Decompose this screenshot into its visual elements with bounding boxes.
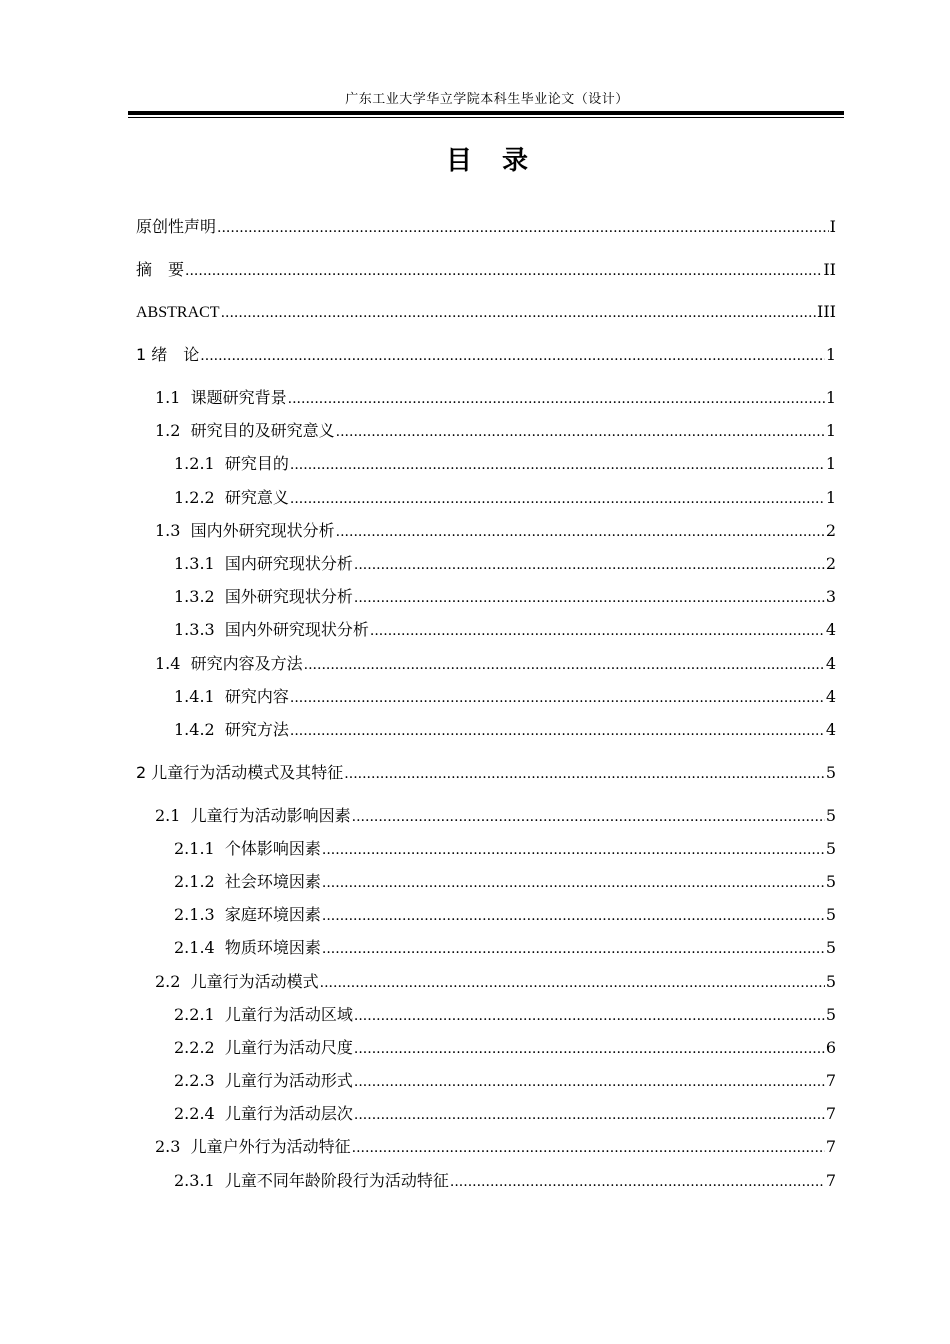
toc-entry-text: 研究意义 [224,488,289,507]
toc-entry-number: 1.4 [155,654,181,673]
toc-entry[interactable] [136,300,836,324]
toc-entry-number: 2.2.2 [174,1038,215,1057]
toc-entry-page: 2 [825,521,836,540]
toc-entry-text: 个体影响因素 [224,839,321,858]
toc-entry[interactable] [174,552,836,576]
toc-leader-dots [450,1170,825,1194]
toc-entry-number: 1.3 [155,521,181,540]
toc-entry-number: 1.1 [155,388,181,407]
toc-entry-page: 4 [825,720,836,739]
toc-entry-text: 儿童行为活动影响因素 [190,806,351,825]
toc-entry-number: 2.1.3 [174,905,215,924]
toc-entry[interactable] [174,685,836,709]
toc-entry-page: I [829,217,836,236]
toc-entry-text: 课题研究背景 [190,388,287,407]
toc-leader-dots [290,686,825,710]
toc-entry[interactable] [155,1135,836,1159]
toc-entry[interactable] [174,837,836,861]
toc-entry-page: III [817,302,836,321]
toc-entry[interactable] [174,903,836,927]
toc-entry-number: 2.3 [155,1137,181,1156]
toc-entry-text: 儿童行为活动尺度 [224,1038,353,1057]
toc-entry-number: 1.3.1 [174,554,215,573]
toc-entry-text: 研究方法 [224,720,289,739]
toc-entry-page: 7 [825,1137,836,1156]
toc-leader-dots [354,1004,825,1028]
toc-leader-dots [354,553,825,577]
toc-leader-dots [354,1070,825,1094]
toc-entry-page: 7 [825,1071,836,1090]
toc-entry-page: 5 [825,763,836,782]
toc-entry-text: 儿童行为活动层次 [224,1104,353,1123]
toc-entry-text: 国内外研究现状分析 [224,620,369,639]
toc-title: 目录 [445,146,558,176]
toc-entry-page: 5 [825,1005,836,1024]
toc-leader-dots [354,1103,825,1127]
toc-entry-text: 国外研究现状分析 [224,587,353,606]
toc-entry-text: 研究内容 [224,687,289,706]
toc-entry-page: 1 [825,388,836,407]
toc-entry[interactable] [174,1102,836,1126]
toc-entry-number: 2.3.1 [174,1171,215,1190]
toc-entry-number: 1.2.1 [174,454,215,473]
toc-leader-dots [304,653,825,677]
toc-entry-text: 摘 要 [136,260,185,279]
toc-entry[interactable] [174,936,836,960]
toc-entry-page: 1 [825,488,836,507]
toc-entry[interactable] [136,258,836,282]
toc-leader-dots [185,259,822,283]
toc-entry[interactable] [136,761,836,785]
toc-entry[interactable] [174,870,836,894]
toc-leader-dots [354,1037,825,1061]
toc-entry-text: 儿童行为活动区域 [224,1005,353,1024]
toc-entry-number: 1.2 [155,421,181,440]
toc-entry-page: 5 [825,806,836,825]
toc-entry[interactable] [174,718,836,742]
toc-leader-dots [354,586,825,610]
toc-entry[interactable] [155,386,836,410]
running-header: 广东工业大学华立学院本科生毕业论文（设计） [345,92,629,107]
toc-entry[interactable] [174,1069,836,1093]
toc-entry-page: 4 [825,620,836,639]
toc-leader-dots [352,805,825,829]
toc-entry-page: 7 [825,1104,836,1123]
toc-entry-text: 物质环境因素 [224,938,321,957]
toc-entry-number: 2.1.2 [174,872,215,891]
toc-entry[interactable] [174,1003,836,1027]
toc-entry-text: 儿童不同年龄阶段行为活动特征 [224,1171,449,1190]
toc-entry-page: 1 [825,454,836,473]
toc-entry-page: II [823,260,836,279]
toc-entry[interactable] [174,486,836,510]
toc-leader-dots [370,619,825,643]
toc-entry-page: 1 [825,421,836,440]
toc-entry-page: 7 [825,1171,836,1190]
toc-entry-number: 2.1.1 [174,839,215,858]
toc-leader-dots [322,904,825,928]
toc-entry-text: 原创性声明 [136,217,217,236]
toc-leader-dots [322,937,825,961]
toc-leader-dots [288,387,825,411]
toc-entry-page: 5 [825,905,836,924]
toc-entry-text: 研究内容及方法 [190,654,303,673]
toc-entry[interactable] [155,970,836,994]
toc-entry-number: 1.4.2 [174,720,215,739]
toc-entry-number: 1.3.3 [174,620,215,639]
toc-entry-text: 儿童行为活动模式 [190,972,319,991]
toc-entry-page: 5 [825,872,836,891]
toc-entry-text: 绪 论 [151,345,200,364]
toc-leader-dots [336,520,825,544]
toc-entry[interactable] [155,652,836,676]
toc-entry[interactable] [136,215,836,239]
toc-leader-dots [290,453,825,477]
toc-entry-number: 2.2 [155,972,181,991]
toc-entry-page: 2 [825,554,836,573]
toc-entry-page: 5 [825,839,836,858]
toc-leader-dots [344,762,825,786]
toc-entry-number: 2.2.4 [174,1104,215,1123]
toc-leader-dots [322,838,825,862]
toc-entry-page: 3 [825,587,836,606]
toc-entry[interactable] [174,452,836,476]
toc-entry-page: 4 [825,687,836,706]
toc-leader-dots [322,871,825,895]
toc-entry-text: 研究目的及研究意义 [190,421,335,440]
toc-entry[interactable] [155,419,836,443]
toc-entry-number: 1.2.2 [174,488,215,507]
toc-entry[interactable] [136,343,836,367]
toc-entry-text: 社会环境因素 [224,872,321,891]
toc-leader-dots [352,1136,825,1160]
toc-entry[interactable] [155,804,836,828]
toc-entry-text: 儿童户外行为活动特征 [190,1137,351,1156]
toc-entry-number: 2 [136,763,147,782]
toc-entry-text: 国内外研究现状分析 [190,521,335,540]
toc-entry-text: 国内研究现状分析 [224,554,353,573]
toc-leader-dots [200,344,825,368]
toc-entry[interactable] [155,519,836,543]
toc-entry-number: 2.1 [155,806,181,825]
toc-leader-dots [221,301,816,325]
toc-leader-dots [336,420,825,444]
toc-entry-text: 家庭环境因素 [224,905,321,924]
toc-leader-dots [290,487,825,511]
toc-entry[interactable] [174,1169,836,1193]
toc-entry-number: 2.1.4 [174,938,215,957]
toc-entry-page: 5 [825,938,836,957]
toc-leader-dots [320,971,825,995]
toc-entry-text: 儿童行为活动模式及其特征 [151,763,344,782]
toc-leader-dots [217,216,829,240]
toc-entry-text: 儿童行为活动形式 [224,1071,353,1090]
toc-entry-number: 1 [136,345,147,364]
toc-entry-page: 5 [825,972,836,991]
toc-entry[interactable] [174,1036,836,1060]
toc-entry-number: 1.4.1 [174,687,215,706]
toc-entry-number: 2.2.1 [174,1005,215,1024]
toc-entry-page: 1 [825,345,836,364]
toc-entry-page: 4 [825,654,836,673]
toc-entry-number: 2.2.3 [174,1071,215,1090]
toc-entry-text: ABSTRACT [136,304,220,321]
toc-entry[interactable] [174,618,836,642]
toc-leader-dots [290,719,825,743]
toc-entry-page: 6 [825,1038,836,1057]
toc-entry-number: 1.3.2 [174,587,215,606]
toc-entry[interactable] [174,585,836,609]
toc-entry-text: 研究目的 [224,454,289,473]
